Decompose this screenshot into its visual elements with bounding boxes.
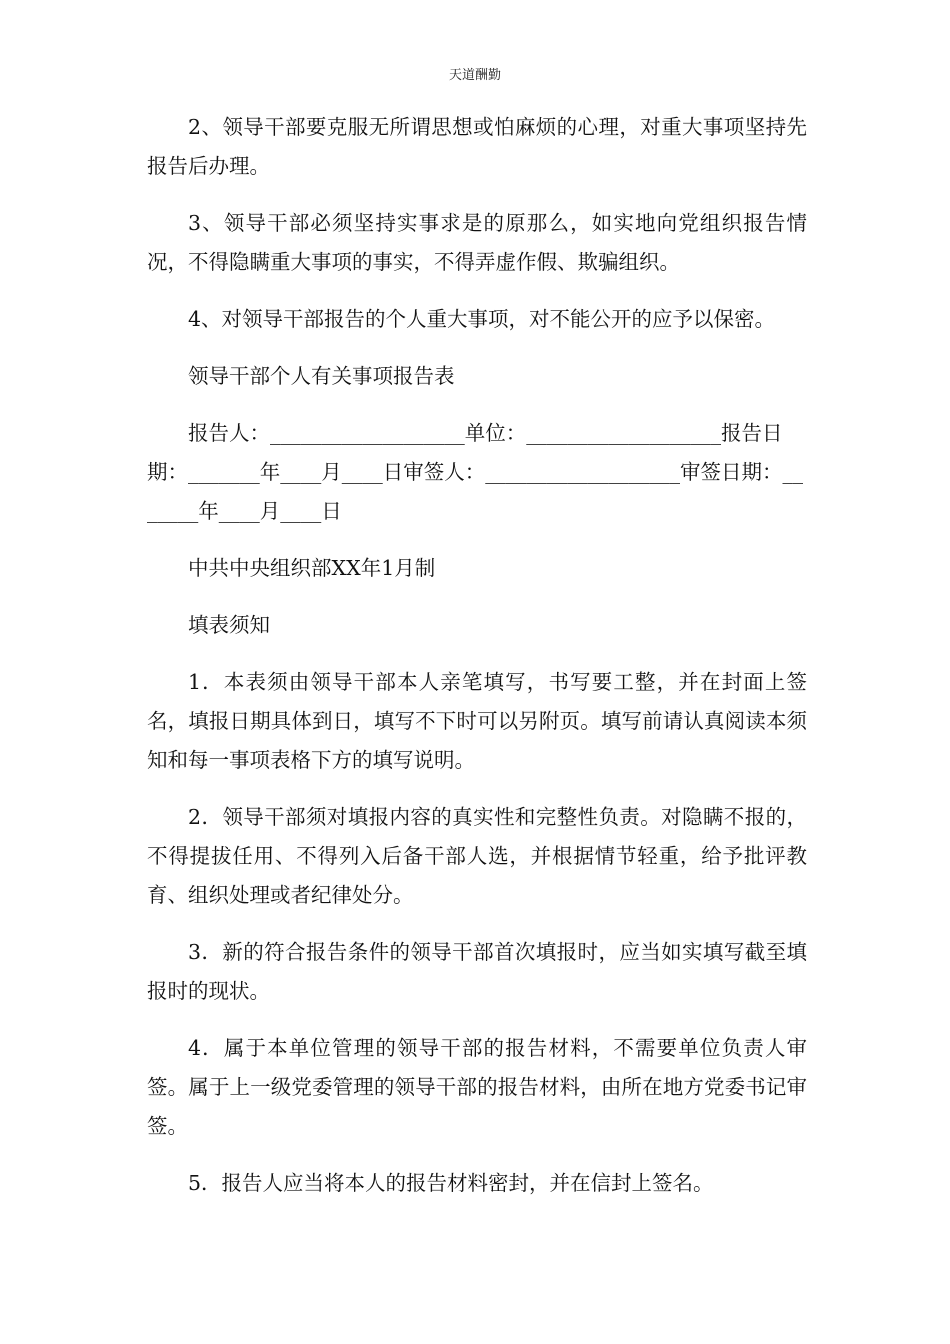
issuer-line: 中共中央组织部XX年1月制 <box>188 556 436 580</box>
instruction-item-4: 4．属于本单位管理的领导干部的报告材料，不需要单位负责人审签。属于上一级党委管理的领导干部的报告材料，由所在地方党委书记审签。 <box>147 1036 807 1138</box>
paragraph-item-3: 3、领导干部必须坚持实事求是的原那么，如实地向党组织报告情况，不得隐瞒重大事项的事实，不得弄虚作假、欺骗组织。 <box>147 211 807 274</box>
instructions-heading: 填表须知 <box>188 613 270 637</box>
instruction-item-1: 1．本表须由领导干部本人亲笔填写，书写要工整，并在封面上签名，填报日期具体到日，填写不下时可以另附页。填写前请认真阅读本须知和每一事项表格下方的填写说明。 <box>147 670 807 772</box>
instruction-item-3: 3．新的符合报告条件的领导干部首次填报时，应当如实填写截至填报时的现状。 <box>147 940 807 1003</box>
document-body <box>147 108 807 1221</box>
instruction-item-5: 5．报告人应当将本人的报告材料密封，并在信封上签名。 <box>188 1171 714 1195</box>
form-title: 领导干部个人有关事项报告表 <box>188 364 455 388</box>
paragraph-item-2: 2、领导干部要克服无所谓思想或怕麻烦的心理，对重大事项坚持先报告后办理。 <box>147 115 807 178</box>
instruction-item-2: 2．领导干部须对填报内容的真实性和完整性负责。对隐瞒不报的，不得提拔任用、不得列入后备干部人选，并根据情节轻重，给予批评教育、组织处理或者纪律处分。 <box>147 805 807 907</box>
page-header: 天道酬勤 <box>448 68 501 83</box>
paragraph-item-4: 4、对领导干部报告的个人重大事项，对不能公开的应予以保密。 <box>188 307 776 331</box>
form-fields-line: 报告人：___________________单位：___________________报告日期：_______年____月____日审签人：___________________审签日期：_______年____月____日 <box>147 421 803 523</box>
